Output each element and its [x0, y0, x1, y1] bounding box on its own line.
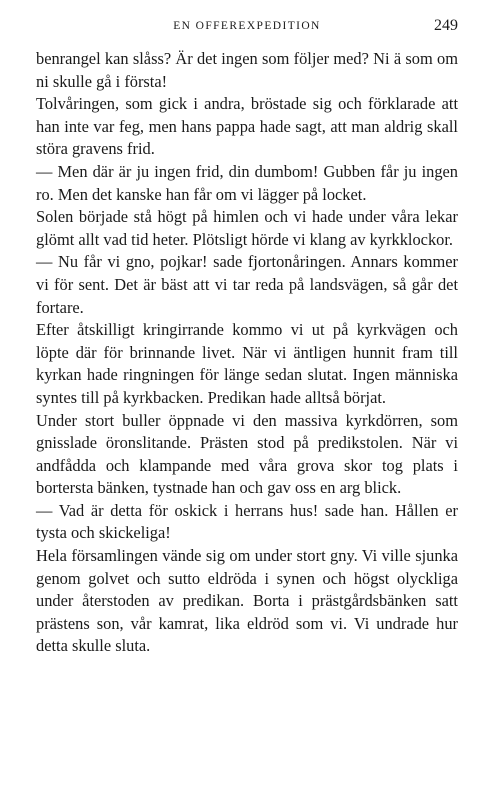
paragraph: Hela församlingen vände sig om under stort gny. Vi ville sjunka genom golvet och sutto eldröda i synen och högst olyckliga under återstoden av predikan. Borta i prästgårdsbänken satt prästens son, vår kamrat, lika eldröd som vi. Vi undrade hur detta skulle sluta. — [36, 546, 458, 656]
page-number: 249 — [434, 17, 458, 34]
book-page — [36, 14, 458, 658]
body-text — [36, 48, 458, 658]
paragraph: — Men där är ju ingen frid, din dumbom! Gubben får ju ingen ro. Men det kanske han får om vi lägger på locket. — [36, 161, 458, 204]
running-head — [36, 14, 458, 38]
paragraph: — Nu får vi gno, pojkar! sade fjortonåringen. Annars kommer vi för sent. Det är bäst att vi tar reda på landsvägen, så går det fortare. — [36, 252, 458, 317]
paragraph: Tolvåringen, som gick i andra, bröstade sig och förklarade att han inte var feg, men hans pappa hade sagt, att man aldrig skall störa gravens frid. — [36, 94, 458, 159]
paragraph: Under stort buller öppnade vi den massiva kyrkdörren, som gnisslade öronslitande. Prästen stod på predikstolen. När vi andfådda och klampande med våra grova skor tog plats i bortersta bänken, tystnade han och gav oss en arg blick. — [36, 410, 458, 498]
paragraph: — Vad är detta för oskick i herrans hus! sade han. Hållen er tysta och skickeliga! — [36, 500, 458, 543]
paragraph: benrangel kan slåss? Är det ingen som följer med? Ni ä som om ni skulle gå i första! — [36, 49, 458, 91]
running-title: EN OFFEREXPEDITION — [173, 20, 321, 32]
paragraph: Solen började stå högt på himlen och vi hade under våra lekar glömt allt vad tid heter. Plötsligt hörde vi klang av kyrkklockor. — [36, 207, 458, 249]
paragraph: Efter åtskilligt kringirrande kommo vi ut på kyrkvägen och löpte där för brinnande livet. När vi äntligen hunnit fram till kyrkan hade ringningen för länge sedan slutat. Ingen människa syntes till på kyrkbacken. Predikan hade alltså börjat. — [36, 320, 458, 407]
